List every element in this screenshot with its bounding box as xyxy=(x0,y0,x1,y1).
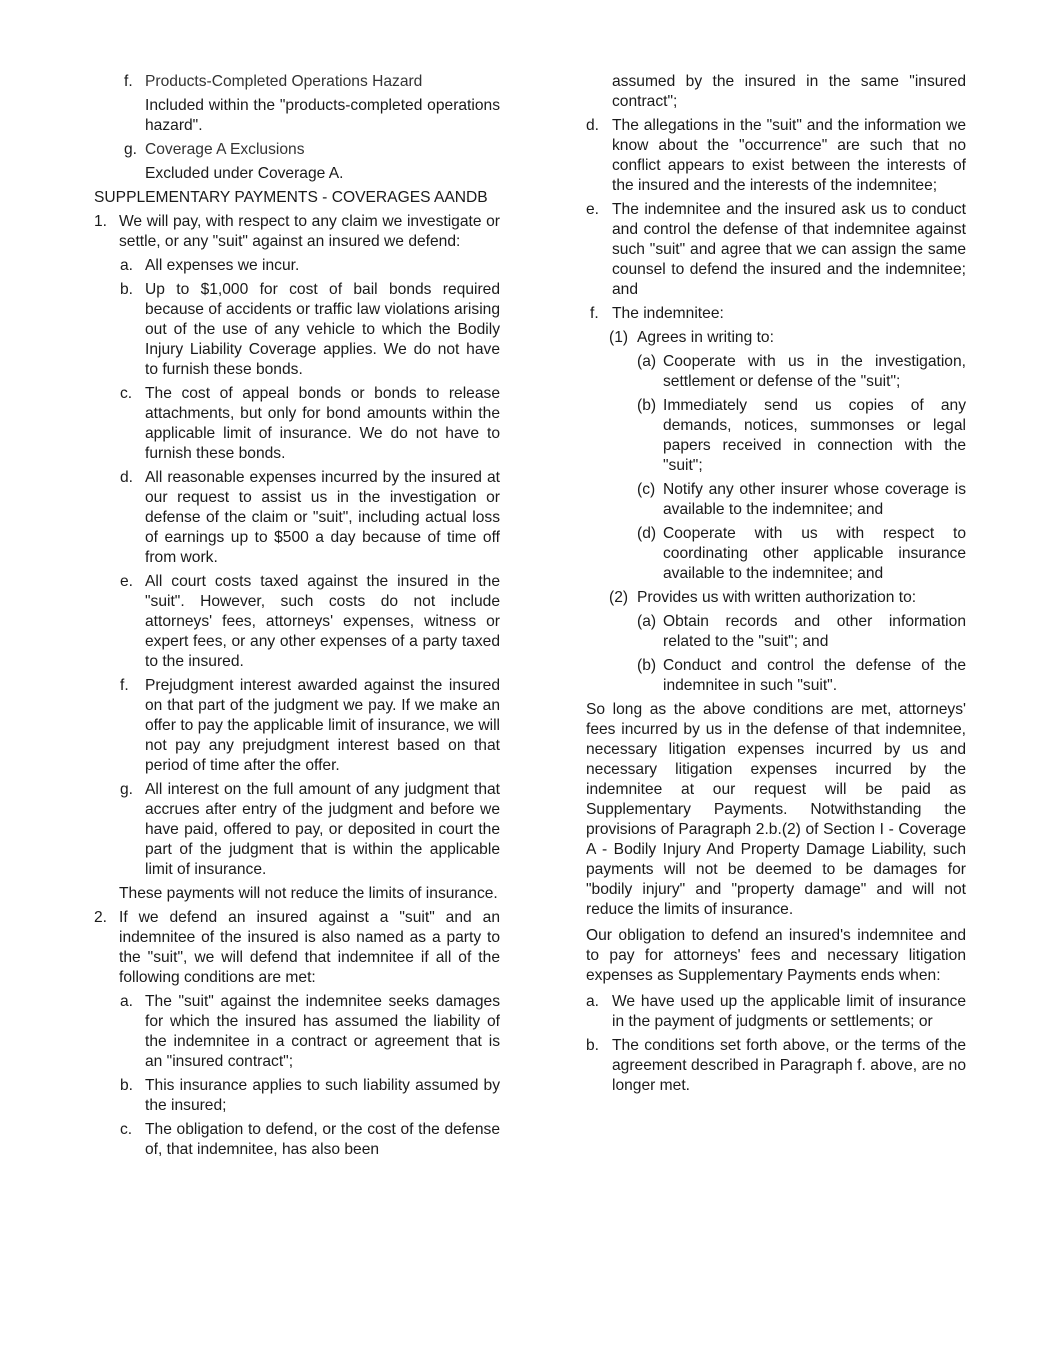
item-1-text: We will pay, with respect to any claim we investigate or settle, or any "suit" against an insured we defend: xyxy=(119,213,500,250)
item-marker: f. xyxy=(590,305,599,322)
list-item xyxy=(586,396,966,476)
section-f-text: Included within the "products-completed operations hazard". xyxy=(145,97,500,134)
item-marker: (b) xyxy=(637,657,657,674)
item-marker: e. xyxy=(586,201,600,218)
list-item xyxy=(586,656,966,696)
list-item-text: All court costs taxed against the insured in the "suit". However, such costs do not include attorneys' fees, attorneys' expenses, witness or expert fees, or any other expenses of a party taxed to the insured. xyxy=(145,573,500,670)
item-marker: (d) xyxy=(637,525,657,542)
item-marker: g. xyxy=(124,141,138,158)
list-item-text: Obtain records and other information related to the "suit"; and xyxy=(663,613,966,650)
section-g xyxy=(94,140,500,160)
item-marker: e. xyxy=(120,573,134,590)
list-item-text: This insurance applies to such liability assumed by the insured; xyxy=(145,1077,500,1114)
condition-d-text: The allegations in the "suit" and the information we know about the "occurrence" are such that no conflict appears to exist between the interests of the insured and the interests of the indemnitee; xyxy=(612,117,966,194)
list-item xyxy=(94,572,500,672)
condition-f xyxy=(586,304,966,324)
list-item-text: We have used up the applicable limit of insurance in the payment of judgments or settlements; or xyxy=(612,993,966,1030)
item-marker: (b) xyxy=(637,397,657,414)
list-item-text: Prejudgment interest awarded against the insured on that part of the judgment we pay. If we make an offer to pay the applicable limit of insurance, we will not pay any prejudgment interest based on that period of time after the offer. xyxy=(145,677,500,774)
subcondition-1 xyxy=(586,328,966,348)
list-item-text: All reasonable expenses incurred by the insured at our request to assist us in the investigation or defense of the claim or "suit", including actual loss of earnings up to $500 a day because of time off from work. xyxy=(145,469,500,566)
item-2 xyxy=(94,908,500,988)
list-item xyxy=(586,1036,966,1096)
condition-e xyxy=(586,200,966,300)
list-item xyxy=(94,1076,500,1116)
list-item xyxy=(586,352,966,392)
list-item-text: All expenses we incur. xyxy=(145,257,300,274)
section-g-title: Coverage A Exclusions xyxy=(145,141,305,158)
item-marker: c. xyxy=(120,1121,133,1138)
item-marker: f. xyxy=(124,73,133,90)
item-marker: 2. xyxy=(94,909,108,926)
item-marker: (2) xyxy=(609,589,629,606)
item-marker: (a) xyxy=(637,353,657,370)
subcondition-2-text: Provides us with written authorization to: xyxy=(637,589,917,606)
list-item xyxy=(94,256,500,276)
item-marker: d. xyxy=(586,117,600,134)
list-item xyxy=(586,992,966,1032)
list-item xyxy=(94,1120,500,1160)
item-marker: b. xyxy=(120,1077,134,1094)
list-item xyxy=(94,992,500,1072)
list-item xyxy=(94,468,500,568)
item-marker: c. xyxy=(120,385,133,402)
list-item xyxy=(94,280,500,380)
list-item-text: The cost of appeal bonds or bonds to release attachments, but only for bond amounts within the applicable limit of insurance. We do not have to furnish these bonds. xyxy=(145,385,500,462)
item-1-closing: These payments will not reduce the limits of insurance. xyxy=(119,885,498,902)
list-item-text: Conduct and control the defense of the indemnitee in such "suit". xyxy=(663,657,966,694)
list-item-text: The obligation to defend, or the cost of the defense of, that indemnitee, has also been xyxy=(145,1121,500,1158)
item-marker: a. xyxy=(120,257,134,274)
section-f-title: Products-Completed Operations Hazard xyxy=(145,73,423,90)
right-column xyxy=(586,72,966,1100)
list-item xyxy=(586,524,966,584)
obligation-paragraph: Our obligation to defend an insured's indemnitee and to pay for attorneys' fees and necessary litigation expenses as Supplementary Payments ends when: xyxy=(586,927,966,984)
list-item-text: Cooperate with us in the investigation, settlement or defense of the "suit"; xyxy=(663,353,966,390)
left-column xyxy=(94,72,500,1164)
item-marker: d. xyxy=(120,469,134,486)
list-item-text: The conditions set forth above, or the terms of the agreement described in Paragraph f. above, are no longer met. xyxy=(612,1037,966,1094)
section-f xyxy=(94,72,500,92)
item-marker: (c) xyxy=(637,481,656,498)
continued-text: assumed by the insured in the same "insured contract"; xyxy=(612,73,966,110)
list-item-text: Up to $1,000 for cost of bail bonds required because of accidents or traffic law violations arising out of the use of any vehicle to which the Bodily Injury Liability Coverage applies. We do not have to furnish these bonds. xyxy=(145,281,500,378)
item-marker: (1) xyxy=(609,329,629,346)
subcondition-1-text: Agrees in writing to: xyxy=(637,329,774,346)
list-item-text: Immediately send us copies of any demands, notices, summonses or legal papers received in connection with the "suit"; xyxy=(663,397,966,474)
supplementary-payments-heading: SUPPLEMENTARY PAYMENTS - COVERAGES AANDB xyxy=(94,189,488,206)
item-1 xyxy=(94,212,500,252)
section-g-text: Excluded under Coverage A. xyxy=(145,165,344,182)
item-marker: a. xyxy=(120,993,134,1010)
item-marker: g. xyxy=(120,781,134,798)
condition-d xyxy=(586,116,966,196)
list-item-text: All interest on the full amount of any judgment that accrues after entry of the judgment and before we have paid, offered to pay, or deposited in court the part of the judgment that is within the applicable limit of insurance. xyxy=(145,781,500,878)
list-item xyxy=(586,612,966,652)
item-marker: a. xyxy=(586,993,600,1010)
list-item-text: The "suit" against the indemnitee seeks damages for which the insured has assumed the liability of the indemnitee in a contract or agreement that is an "insured contract"; xyxy=(145,993,500,1070)
list-item-text: Cooperate with us with respect to coordinating other applicable insurance available to the indemnitee; and xyxy=(663,525,966,582)
list-item xyxy=(94,676,500,776)
item-marker: f. xyxy=(120,677,129,694)
list-item xyxy=(94,780,500,880)
condition-f-text: The indemnitee: xyxy=(612,305,724,322)
item-marker: b. xyxy=(586,1037,600,1054)
item-2-text: If we defend an insured against a "suit" and an indemnitee of the insured is also named as a party to the "suit", we will defend that indemnitee if all of the following conditions are met: xyxy=(119,909,500,986)
item-marker: b. xyxy=(120,281,134,298)
list-item-text: Notify any other insurer whose coverage is available to the indemnitee; and xyxy=(663,481,966,518)
list-item xyxy=(586,480,966,520)
item-marker: (a) xyxy=(637,613,657,630)
conditions-paragraph: So long as the above conditions are met, attorneys' fees incurred by us in the defense of that indemnitee, necessary litigation expenses incurred by us and necessary litigation expenses incurred by the indemnitee at our request will be paid as Supplementary Payments. Notwithstanding the provisions of Paragraph 2.b.(2) of Section I - Coverage A - Bodily Injury And Property Damage Liability, such payments will not be deemed to be damages for "bodily injury" and "property damage" and will not reduce the limits of insurance. xyxy=(586,701,966,918)
list-item xyxy=(94,384,500,464)
item-marker: 1. xyxy=(94,213,108,230)
subcondition-2 xyxy=(586,588,966,608)
condition-e-text: The indemnitee and the insured ask us to conduct and control the defense of that indemnitee against such "suit" and agree that we can assign the same counsel to defend the insured and the indemnitee; and xyxy=(612,201,966,298)
